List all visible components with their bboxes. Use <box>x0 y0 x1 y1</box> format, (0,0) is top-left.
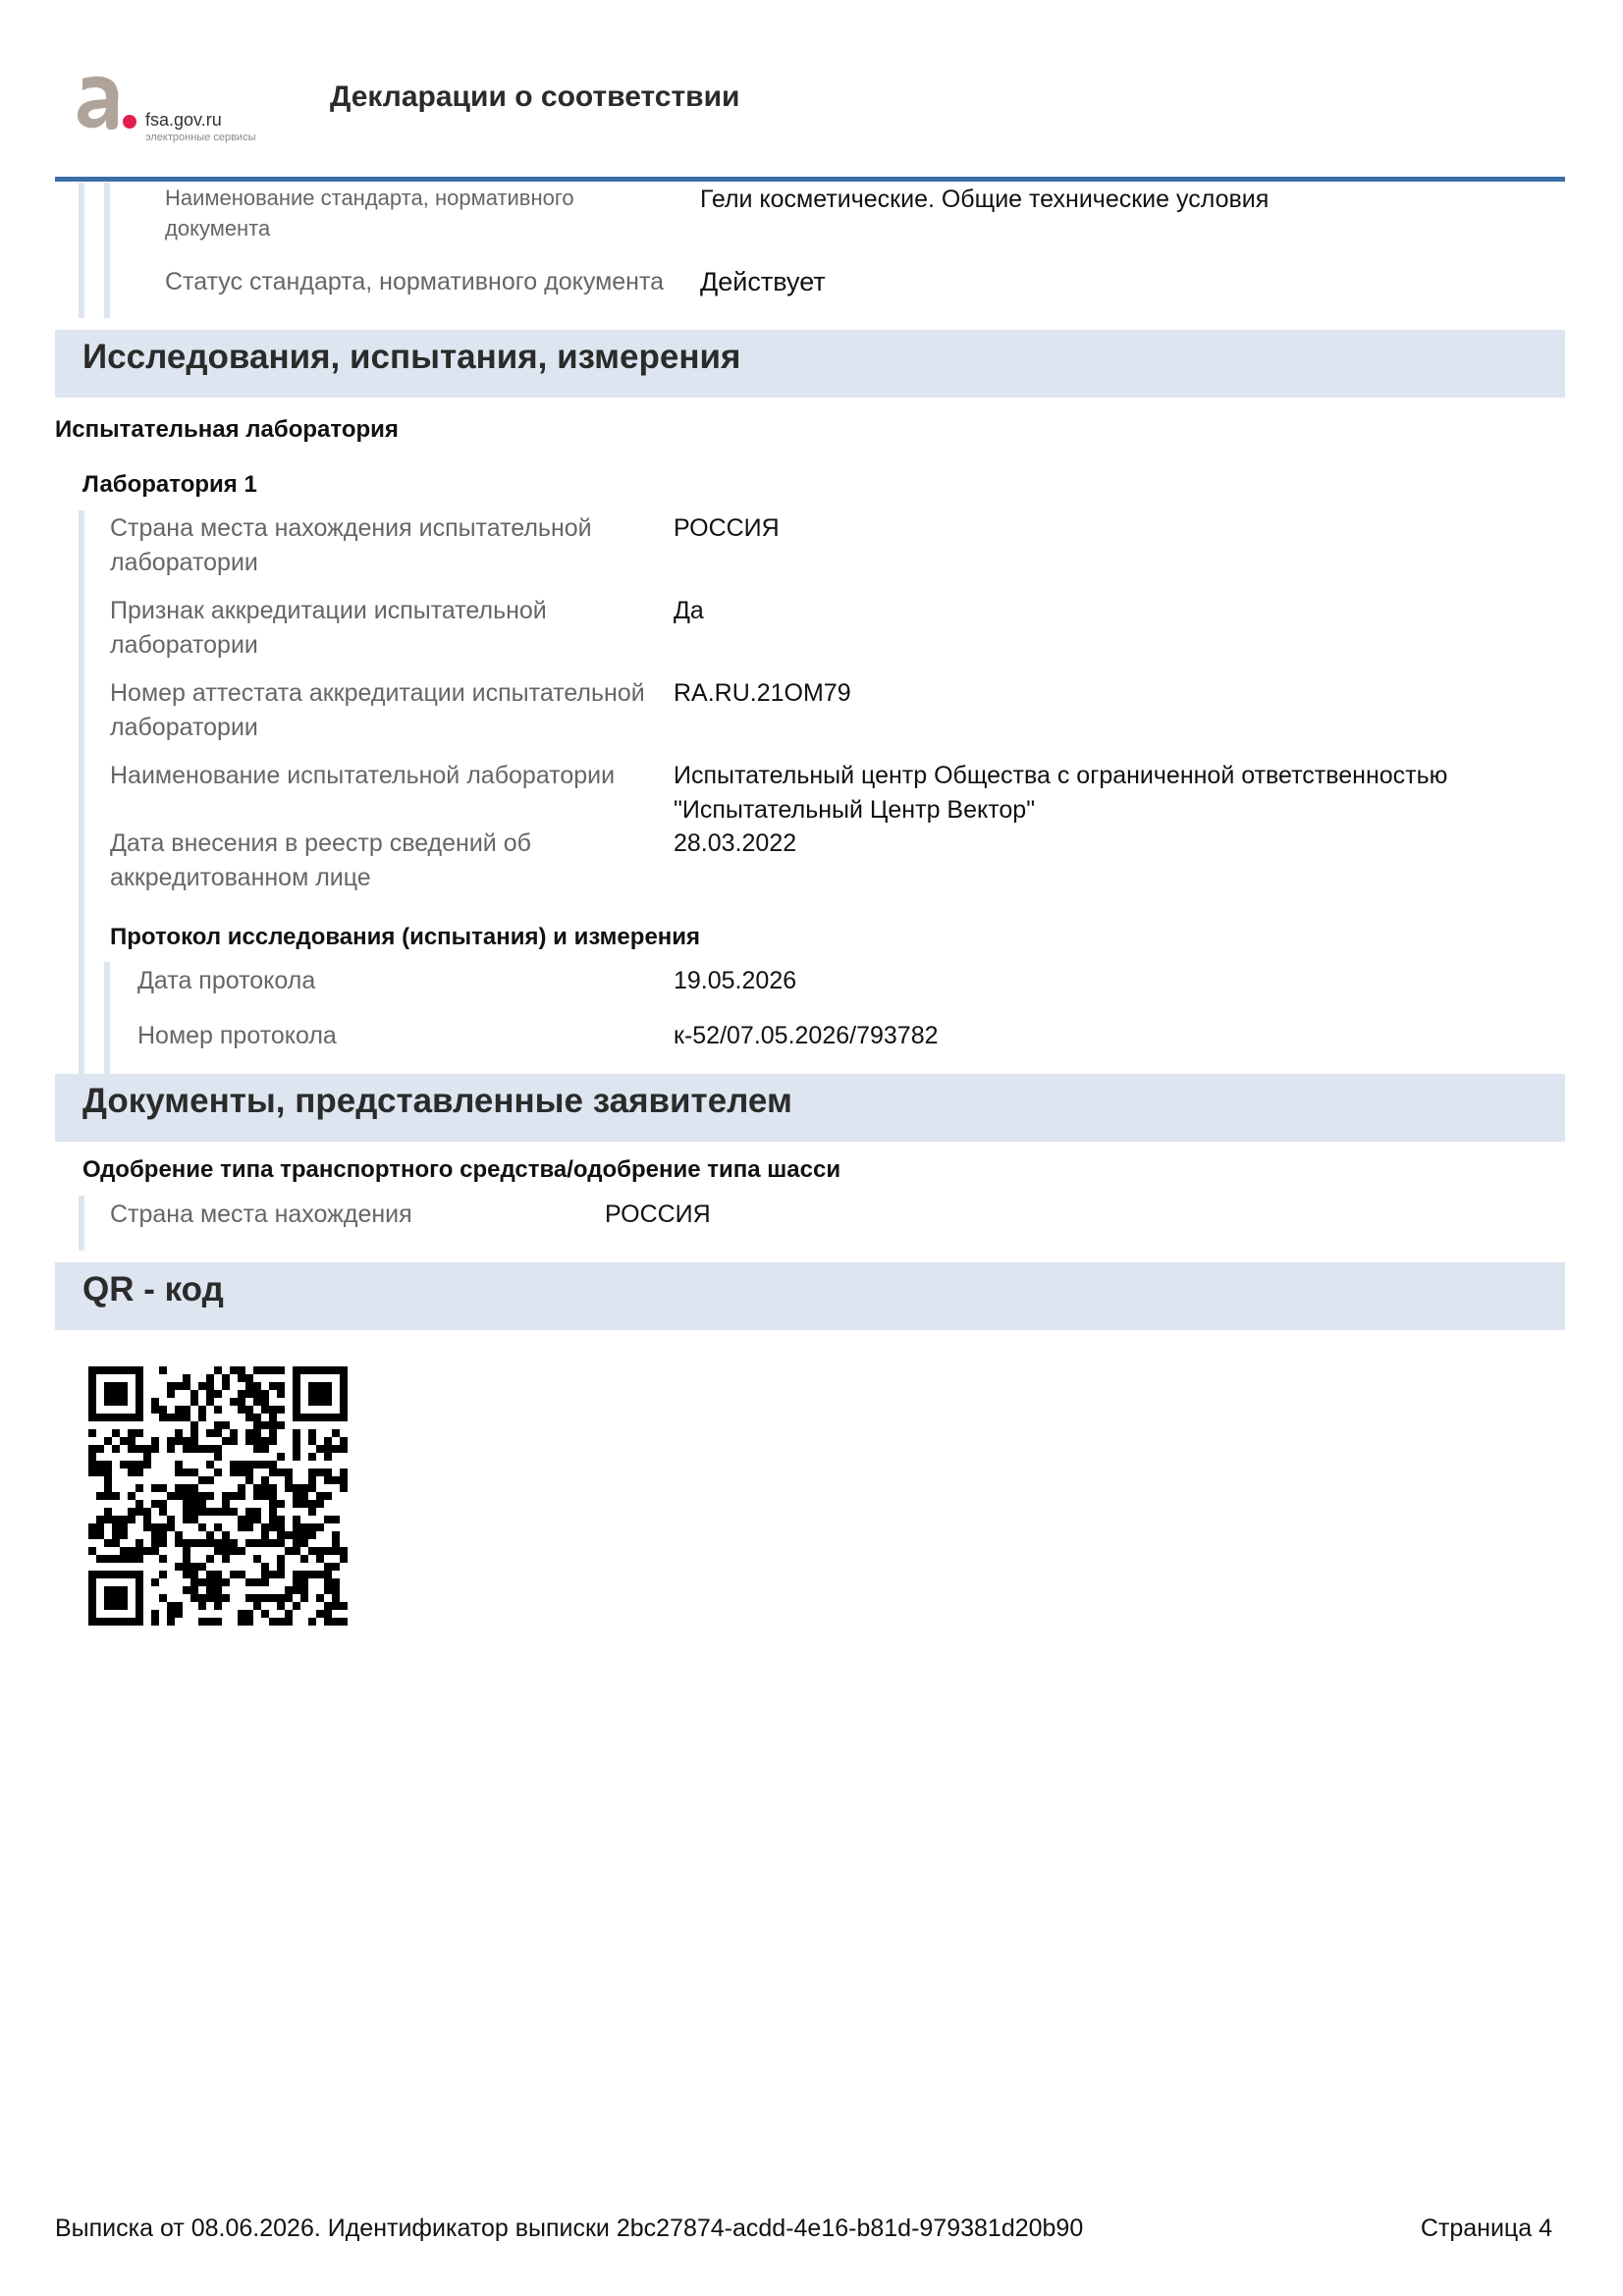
lab-guide <box>79 510 84 1076</box>
lab-name-value: Испытательный центр Общества с ограниченной ответственностью "Испытательный Центр Вектор" <box>674 762 1448 824</box>
header-divider <box>55 177 1565 182</box>
lab-title: Лаборатория 1 <box>82 471 257 498</box>
documents-country-value: РОССИЯ <box>605 1201 711 1228</box>
documents-section-title: Документы, представленные заявителем <box>82 1082 792 1120</box>
protocol-title: Протокол исследования (испытания) и измерения <box>110 924 701 950</box>
documents-subtitle: Одобрение типа транспортного средства/одобрение типа шасси <box>82 1156 841 1183</box>
document-title: Декларации о соответствии <box>330 80 740 113</box>
lab-country-value: РОССИЯ <box>674 514 780 542</box>
lab-name-label: Наименование испытательной лаборатории <box>110 762 616 789</box>
footer-extract-info: Выписка от 08.06.2026. Идентификатор выписки 2bc27874-acdd-4e16-b81d-979381d20b90 <box>55 2215 1084 2242</box>
standard-name-label: Наименование стандарта, нормативного документа <box>165 186 574 240</box>
qr-code-icon <box>88 1366 348 1626</box>
protocol-number-label: Номер протокола <box>137 1022 337 1049</box>
protocol-number-value: к-52/07.05.2026/793782 <box>674 1022 939 1049</box>
protocol-date-value: 19.05.2026 <box>674 967 797 994</box>
lab-accreditation-label: Признак аккредитации испытательной лаборатории <box>110 597 547 659</box>
qr-section-header <box>55 1262 1565 1330</box>
standard-guide-inner <box>104 183 110 318</box>
protocol-guide <box>104 962 110 1076</box>
lab-country-label: Страна места нахождения испытательной лаборатории <box>110 514 592 576</box>
lab-accreditation-value: Да <box>674 597 704 624</box>
standard-guide-outer <box>79 183 84 318</box>
lab-group-title: Испытательная лаборатория <box>55 416 399 443</box>
documents-section-header <box>55 1074 1565 1142</box>
standard-status-label: Статус стандарта, нормативного документа <box>165 268 665 295</box>
lab-registry-date-label: Дата внесения в реестр сведений об аккредитованном лице <box>110 829 531 891</box>
research-section-header <box>55 330 1565 398</box>
protocol-date-label: Дата протокола <box>137 967 316 994</box>
logo-caption: электронные сервисы <box>145 132 256 143</box>
lab-registry-date-value: 28.03.2022 <box>674 829 797 857</box>
lab-certificate-label: Номер аттестата аккредитации испытательной лаборатории <box>110 679 645 741</box>
standard-status-value: Действует <box>700 267 826 296</box>
logo-site-text: fsa.gov.ru <box>145 110 222 130</box>
qr-section-title: QR - код <box>82 1270 224 1308</box>
qr-code <box>88 1366 348 1626</box>
fsa-logo <box>75 73 271 151</box>
standard-name-value: Гели косметические. Общие технические условия <box>700 186 1270 213</box>
research-section-title: Исследования, испытания, измерения <box>82 338 741 376</box>
lab-certificate-value: RA.RU.21ОМ79 <box>674 679 851 707</box>
page-number: Страница 4 <box>1420 2215 1552 2242</box>
documents-guide <box>79 1196 84 1251</box>
documents-country-label: Страна места нахождения <box>110 1201 412 1228</box>
